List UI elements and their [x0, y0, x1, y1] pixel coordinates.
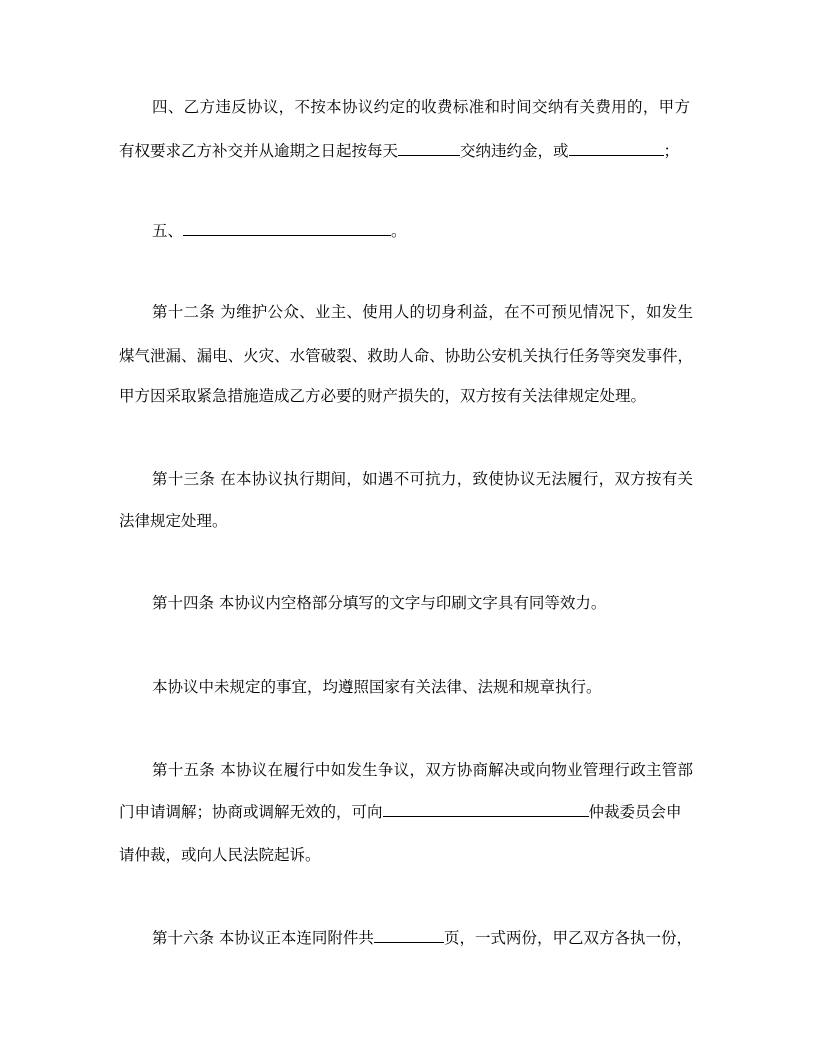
article15-line3: 请仲裁，或向人民法院起诉。 — [119, 846, 321, 864]
article12-line2: 煤气泄漏、漏电、火灾、水管破裂、救助人命、协助公安机关执行任务等突发事件， — [119, 347, 693, 365]
article16-line1-text-a: 第十六条 本协议正本连同附件共 — [152, 929, 374, 947]
article15-line1: 第十五条 本协议在履行中如发生争议，双方协商解决或向物业管理行政主管部 — [152, 761, 693, 779]
alternative-penalty-blank[interactable] — [569, 141, 664, 156]
item4-line2-text-b: 交纳违约金，或 — [460, 142, 569, 160]
article16-line1 — [152, 928, 692, 948]
article12-line1: 第十二条 为维护公众、业主、使用人的切身利益，在不可预见情况下，如发生 — [152, 303, 693, 321]
article13-line1: 第十三条 在本协议执行期间，如遇不可抗力，致使协议无法履行，双方按有关 — [152, 470, 693, 488]
article15-line2 — [119, 802, 682, 822]
article15-line2-text-b: 仲裁委员会申 — [588, 803, 682, 821]
daily-penalty-blank[interactable] — [398, 141, 460, 156]
item4-line2 — [119, 141, 679, 161]
article15-line2-text-a: 门申请调解；协商或调解无效的，可向 — [119, 803, 383, 821]
page-count-blank[interactable] — [374, 928, 444, 943]
arbitration-committee-blank[interactable] — [383, 802, 589, 817]
unregulated-line1: 本协议中未规定的事宜，均遵照国家有关法律、法规和规章执行。 — [152, 678, 602, 696]
item4-line2-text-c: ； — [663, 142, 680, 160]
item5-blank[interactable] — [183, 221, 391, 236]
item4-line2-text-a: 有权要求乙方补交并从逾期之日起按每天 — [119, 142, 399, 160]
article16-line1-text-b: 页，一式两份，甲乙双方各执一份， — [443, 929, 692, 947]
item5-prefix: 五、 — [152, 222, 184, 240]
item4-line1: 四、乙方违反协议，不按本协议约定的收费标准和时间交纳有关费用的，甲方 — [152, 98, 690, 116]
item5-line — [152, 221, 407, 241]
article13-line2: 法律规定处理。 — [119, 512, 228, 530]
article12-line3: 甲方因采取紧急措施造成乙方必要的财产损失的，双方按有关法律规定处理。 — [119, 387, 647, 405]
item5-suffix: 。 — [391, 222, 407, 240]
article14-line1: 第十四条 本协议内空格部分填写的文字与印刷文字具有同等效力。 — [152, 594, 607, 612]
